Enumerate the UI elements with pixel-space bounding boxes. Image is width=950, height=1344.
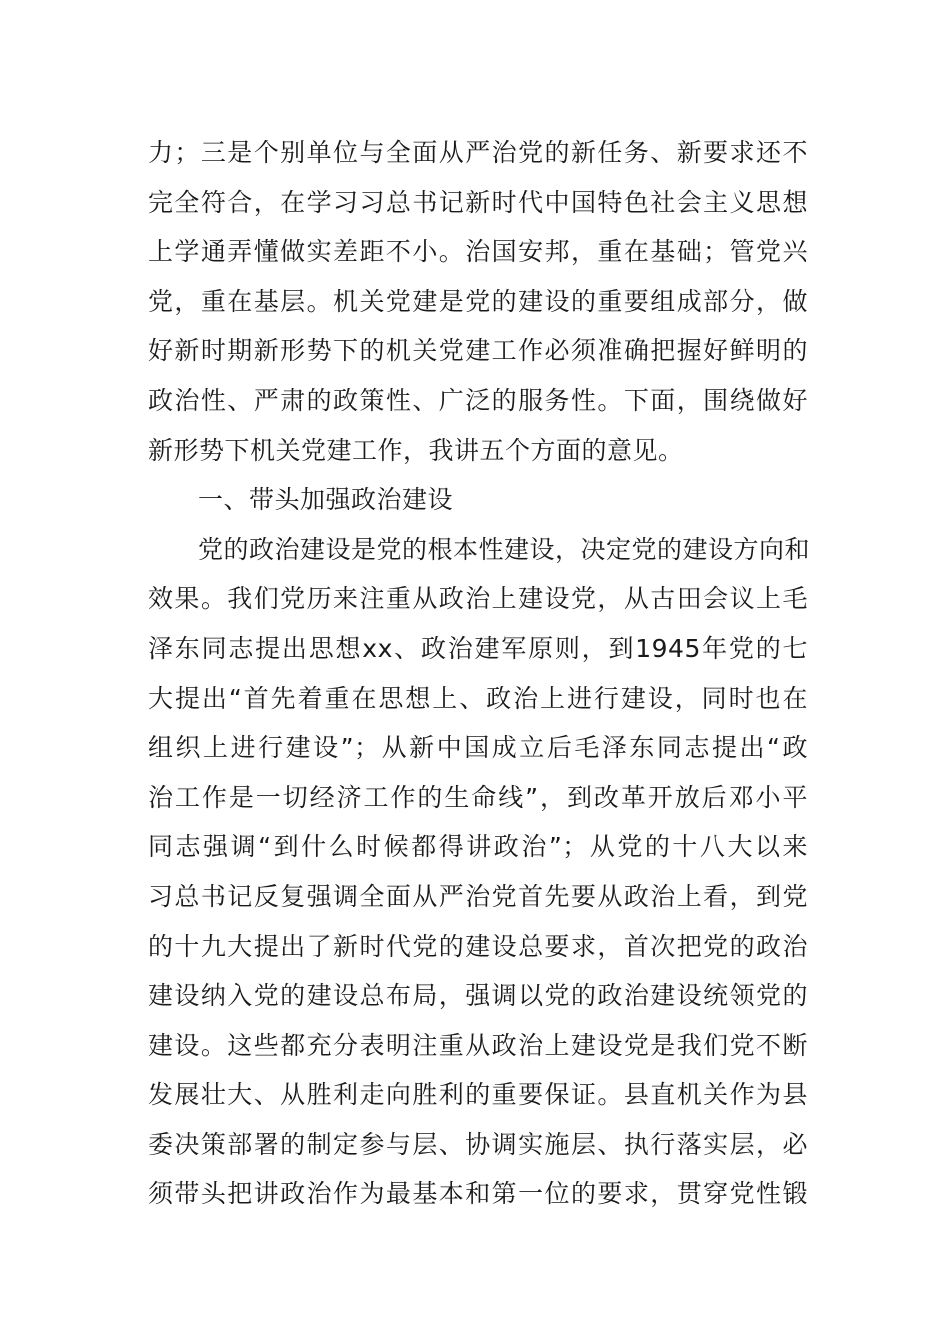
text-line: 建设纳入党的建设总布局，强调以党的政治建设统领党的 [148, 981, 808, 1011]
text-line: 力；三是个别单位与全面从严治党的新任务、新要求还不 [148, 138, 808, 167]
text-line: 大提出“首先着重在思想上、政治上进行建设，同时也在 [148, 683, 808, 713]
text-line: 须带头把讲政治作为最基本和第一位的要求，贯穿党性锻 [148, 1179, 808, 1209]
section-heading: 一、带头加强政治建设 [198, 485, 454, 515]
text-line: 党，重在基层。机关党建是党的建设的重要组成部分，做 [148, 286, 808, 316]
text-line: 上学通弄懂做实差距不小。治国安邦，重在基础；管党兴 [148, 237, 808, 267]
text-line: 完全符合，在学习习总书记新时代中国特色社会主义思想 [148, 187, 808, 217]
text-line: 习总书记反复强调全面从严治党首先要从政治上看，到党 [148, 881, 808, 911]
body-text [148, 128, 811, 1219]
text-line: 治工作是一切经济工作的生命线”，到改革开放后邓小平 [148, 782, 808, 812]
text-line: 同志强调“到什么时候都得讲政治”；从党的十八大以来 [148, 832, 808, 862]
text-line: 发展壮大、从胜利走向胜利的重要保证。县直机关作为县 [148, 1080, 808, 1110]
text-line: 的十九大提出了新时代党的建设总要求，首次把党的政治 [148, 931, 808, 961]
text-line: 新形势下机关党建工作，我讲五个方面的意见。 [148, 435, 684, 465]
text-line: 效果。我们党历来注重从政治上建设党，从古田会议上毛 [148, 584, 808, 614]
text-line: 政治性、严肃的政策性、广泛的服务性。下面，围绕做好 [148, 385, 808, 415]
text-line: 建设。这些都充分表明注重从政治上建设党是我们党不断 [148, 1030, 808, 1060]
text-line: 党的政治建设是党的根本性建设，决定党的建设方向和 [198, 534, 811, 564]
text-line: 好新时期新形势下的机关党建工作必须准确把握好鲜明的 [148, 336, 808, 366]
text-line: 委决策部署的制定参与层、协调实施层、执行落实层，必 [148, 1129, 808, 1159]
text-line: 组织上进行建设”；从新中国成立后毛泽东同志提出“政 [148, 733, 808, 763]
text-line: 泽东同志提出思想xx、政治建军原则，到1945年党的七 [148, 633, 808, 663]
